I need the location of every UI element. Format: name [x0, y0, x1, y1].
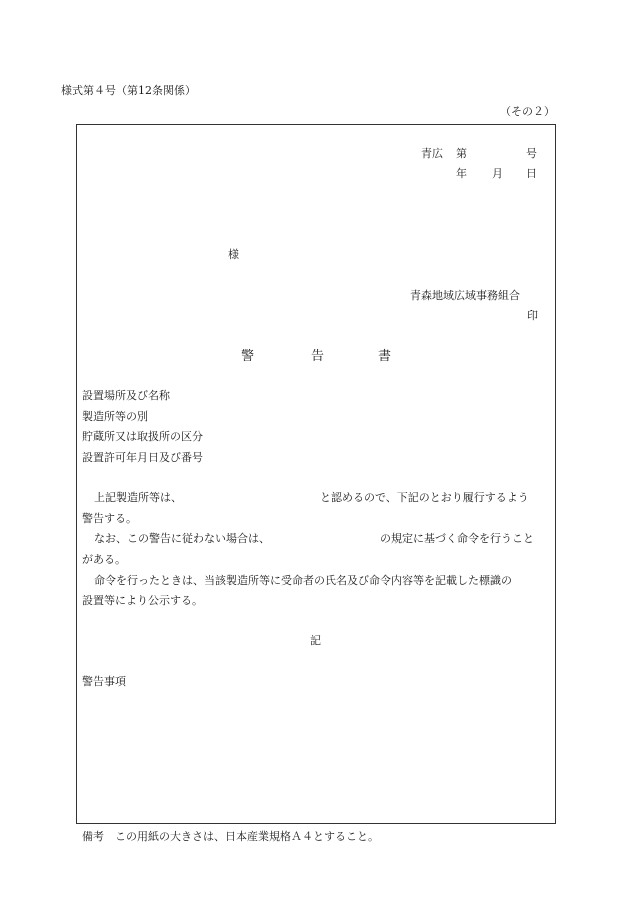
ref-prefix: 青広	[421, 147, 443, 160]
field-facility-type: 製造所等の別	[82, 410, 148, 423]
para2-cont: がある。	[82, 553, 126, 566]
ki-heading: 記	[310, 634, 321, 647]
warning-items-label: 警告事項	[82, 675, 126, 688]
doc-title-char-1: 警	[241, 349, 255, 364]
footer-note: 備考 この用紙の大きさは、日本産業規格Ａ４とすること。	[82, 830, 379, 843]
para3-cont: 設置等により公示する。	[82, 594, 203, 607]
seal-mark: 印	[527, 309, 538, 322]
variant-label: （その２）	[500, 105, 555, 118]
addressee-suffix: 様	[228, 248, 239, 261]
ref-go: 号	[526, 147, 537, 160]
date-day: 日	[526, 167, 537, 180]
form-label: 様式第４号（第12条関係）	[61, 84, 196, 97]
para1-cont: 警告する。	[82, 512, 137, 525]
para1-start: 上記製造所等は、	[94, 491, 182, 504]
doc-title-char-3: 書	[378, 349, 392, 364]
para2-start: なお、この警告に従わない場合は、	[94, 532, 270, 545]
field-storage-class: 貯蔵所又は取扱所の区分	[82, 430, 203, 443]
field-location-name: 設置場所及び名称	[82, 389, 170, 402]
date-year: 年	[456, 167, 467, 180]
doc-title-char-2: 告	[311, 349, 325, 364]
para3-start: 命令を行ったときは、当該製造所等に受命者の氏名及び命令内容等を記載した標識の	[94, 574, 512, 587]
field-permit-info: 設置許可年月日及び番号	[82, 451, 203, 464]
form-frame	[76, 124, 556, 824]
date-month: 月	[492, 167, 503, 180]
issuer-name: 青森地域広域事務組合	[410, 289, 520, 302]
para1-end: と認めるので、下記のとおり履行するよう	[320, 491, 529, 504]
para2-end: の規定に基づく命令を行うこと	[380, 532, 534, 545]
ref-dai: 第	[456, 147, 467, 160]
